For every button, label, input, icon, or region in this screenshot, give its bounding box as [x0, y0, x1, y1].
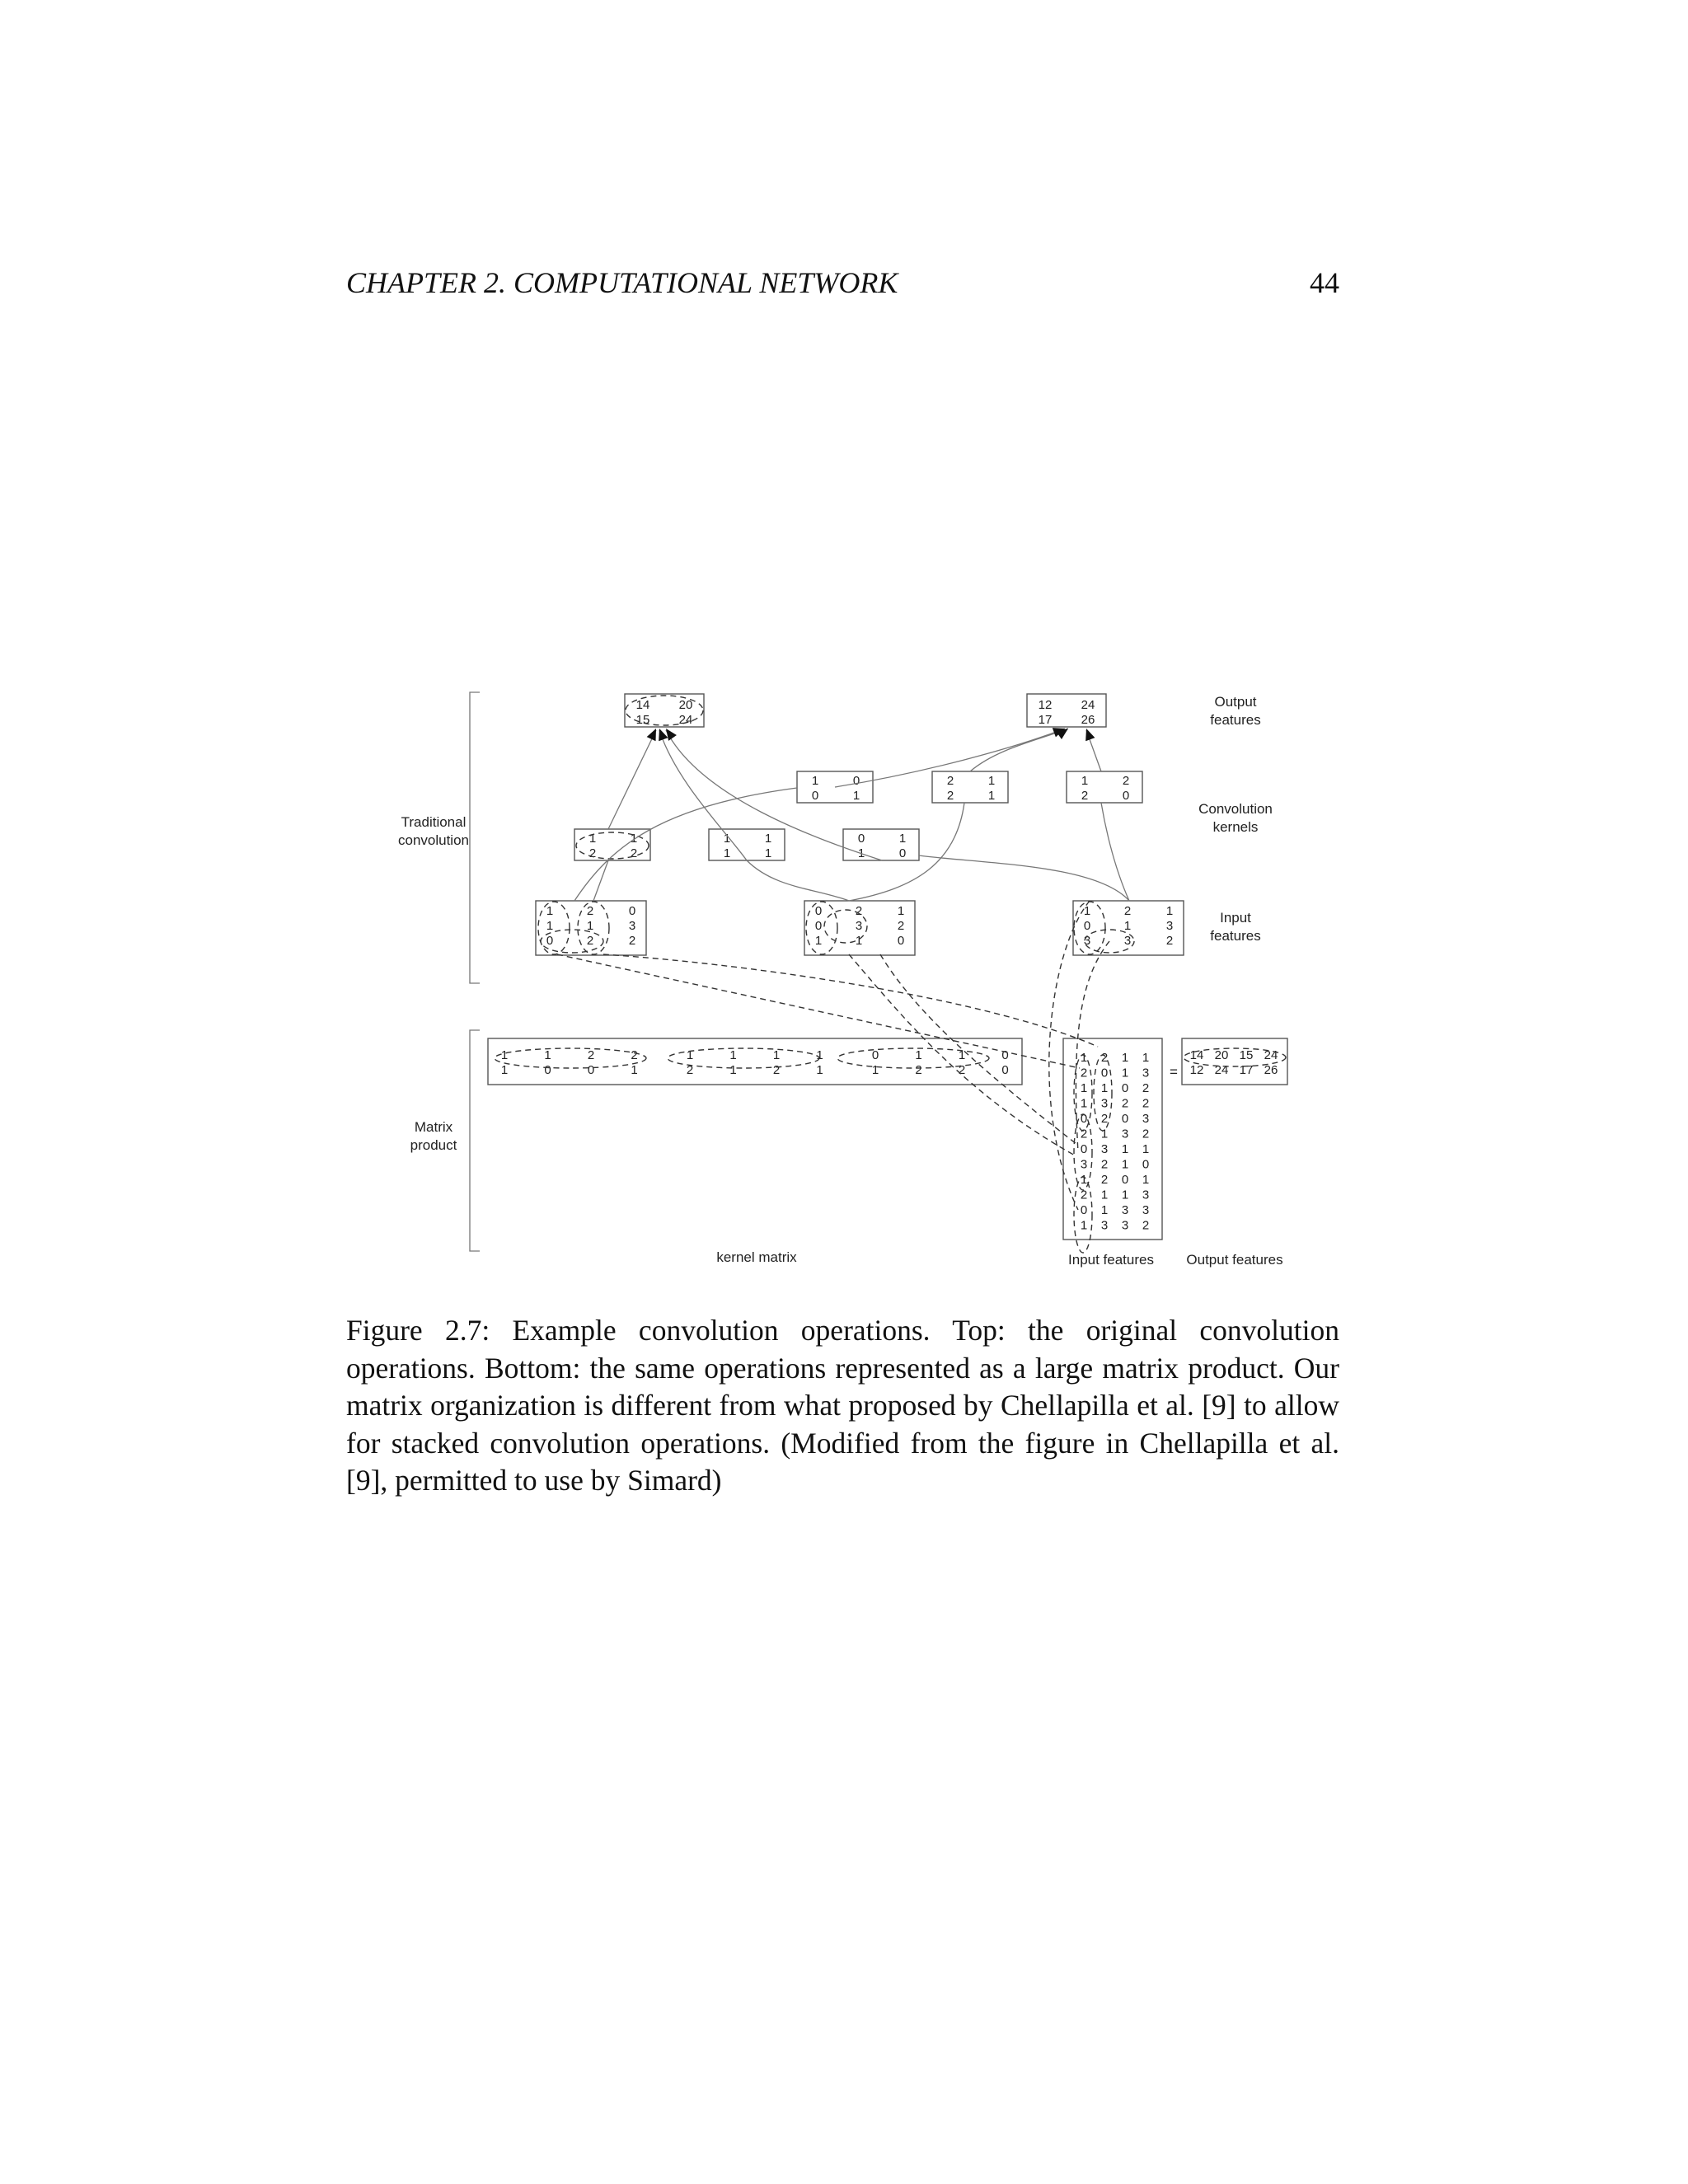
input-matrix-cell: 1: [1121, 1142, 1129, 1156]
kernel-matrix-cell: 1: [772, 1048, 781, 1062]
traditional-label: Traditional: [401, 814, 467, 830]
input-feature-cell: 2: [586, 904, 594, 918]
output-matrix-cell: 24: [1264, 1048, 1278, 1062]
kernel-cell: 1: [857, 846, 865, 860]
input-matrix-cell: 3: [1142, 1112, 1150, 1126]
input-feature-cell: 3: [628, 919, 636, 933]
input-matrix-cell: 2: [1080, 1066, 1088, 1080]
input-matrix-cell: 1: [1100, 1127, 1109, 1141]
convolution-kernels-label: Convolution: [1198, 801, 1273, 817]
kernel-matrix-cell: 2: [958, 1063, 966, 1077]
kernel-matrix-cell: 2: [915, 1063, 922, 1077]
correspondence-dashed-line: [880, 954, 1076, 1144]
kernel-matrix-label: kernel matrix: [716, 1249, 797, 1265]
input-features-label: Input: [1220, 910, 1251, 926]
kernel-cell: 0: [811, 789, 819, 803]
input-matrix-cell: 0: [1080, 1112, 1088, 1126]
kernel-matrix-cell: 1: [500, 1063, 509, 1077]
kernel-cell: 1: [1081, 774, 1089, 788]
input-matrix-cell: 2: [1100, 1112, 1109, 1126]
input-feature-cell: 1: [586, 919, 594, 933]
output-feature-cell: 24: [678, 713, 693, 727]
input-feature-cell: 1: [546, 904, 554, 918]
input-matrix-cell: 0: [1142, 1157, 1150, 1172]
input-matrix-cell: 2: [1100, 1051, 1109, 1065]
output-feature-cell: 14: [635, 698, 650, 712]
kernel-matrix-cell: 1: [816, 1048, 823, 1062]
input-matrix-cell: 2: [1100, 1173, 1109, 1187]
input-matrix-cell: 0: [1100, 1066, 1109, 1080]
input-feature-cell: 1: [897, 904, 905, 918]
input-feature-cell: 0: [1083, 919, 1091, 933]
input-matrix-cell: 2: [1100, 1157, 1109, 1172]
input-feature-cell: 1: [1165, 904, 1174, 918]
input-feature-cell: 1: [855, 934, 863, 948]
input-feature-cell: 3: [1083, 934, 1091, 948]
input-matrix-cell: 1: [1100, 1081, 1109, 1095]
convolution-figure: [387, 682, 1335, 1284]
kernel-matrix-cell: 0: [544, 1063, 551, 1077]
output-features-label: features: [1210, 712, 1261, 728]
output-feature-cell: 24: [1081, 698, 1095, 712]
input-feature-cell: 3: [1123, 934, 1132, 948]
chapter-title: CHAPTER 2. COMPUTATIONAL NETWORK: [346, 266, 898, 299]
output-matrix-cell: 14: [1189, 1048, 1204, 1062]
input-feature-cell: 0: [814, 904, 823, 918]
connection-line: [1101, 803, 1129, 901]
kernel-box: [843, 829, 919, 860]
input-matrix-cell: 3: [1142, 1203, 1150, 1217]
output-features-label: Output: [1214, 694, 1257, 710]
kernel-cell: 1: [723, 832, 731, 846]
input-matrix-cell: 1: [1121, 1188, 1129, 1202]
input-matrix-cell: 3: [1121, 1203, 1129, 1217]
input-matrix-cell: 3: [1121, 1218, 1129, 1233]
input-matrix-cell: 3: [1142, 1188, 1150, 1202]
output-matrix-cell: 20: [1214, 1048, 1229, 1062]
input-feature-cell: 3: [1165, 919, 1174, 933]
kernel-matrix-box: [488, 1038, 1022, 1085]
input-feature-cell: 0: [546, 934, 554, 948]
input-feature-cell: 1: [814, 934, 823, 948]
kernel-row-ellipse: [495, 1048, 646, 1068]
input-feature-cell: 0: [814, 919, 823, 933]
traditional-label: convolution: [397, 832, 470, 848]
output-matrix-cell: 15: [1239, 1048, 1254, 1062]
input-matrix-cell: 2: [1142, 1218, 1150, 1233]
kernel-cell: 1: [764, 846, 772, 860]
connection-line: [919, 855, 1129, 901]
input-matrix-cell: 0: [1121, 1173, 1129, 1187]
input-features-label: features: [1210, 928, 1261, 944]
kernel-matrix-cell: 2: [772, 1063, 781, 1077]
input-feature-cell: 2: [1165, 934, 1174, 948]
kernel-matrix-cell: 1: [958, 1048, 966, 1062]
input-feature-cell: 0: [897, 934, 905, 948]
kernel-cell: 1: [764, 832, 772, 846]
correspondence-dashed-line: [603, 954, 1098, 1047]
input-feature-cell: 2: [855, 904, 863, 918]
kernel-box: [932, 771, 1008, 803]
kernel-cell: 1: [987, 789, 996, 803]
input-matrix-cell: 2: [1080, 1127, 1088, 1141]
kernel-cell: 0: [857, 832, 865, 846]
arrowhead: [1085, 729, 1095, 741]
kernel-matrix-cell: 1: [915, 1048, 922, 1062]
kernel-cell: 1: [898, 832, 907, 846]
input-feature-cell: 2: [628, 934, 636, 948]
input-matrix-cell: 2: [1142, 1127, 1150, 1141]
connection-line: [666, 730, 882, 860]
matrix-label: Matrix: [414, 1119, 453, 1135]
kernel-cell: 2: [1122, 774, 1130, 788]
output-matrix-cell: 12: [1189, 1063, 1204, 1077]
kernel-cell: 1: [723, 846, 731, 860]
kernel-cell: 2: [1081, 789, 1089, 803]
kernel-cell: 2: [946, 774, 954, 788]
input-matrix-cell: 1: [1100, 1203, 1109, 1217]
kernel-cell: 0: [898, 846, 907, 860]
convolution-kernels-label: kernels: [1212, 819, 1259, 835]
output-feature-cell: 12: [1038, 698, 1053, 712]
input-feature-cell: 1: [1083, 904, 1091, 918]
kernel-matrix-cell: 0: [871, 1048, 879, 1062]
input-features-matrix-label: Input features: [1068, 1252, 1154, 1268]
kernel-matrix-cell: 1: [686, 1048, 694, 1062]
input-feature-cell: 2: [1123, 904, 1132, 918]
kernel-cell: 2: [588, 846, 597, 860]
connection-line: [574, 788, 797, 901]
connection-line: [849, 803, 964, 901]
input-matrix-cell: 1: [1121, 1066, 1129, 1080]
output-feature-cell: 20: [678, 698, 693, 712]
kernel-cell: 2: [946, 789, 954, 803]
kernel-cell: 1: [987, 774, 996, 788]
output-matrix-cell: 17: [1239, 1063, 1254, 1077]
kernel-matrix-cell: 1: [544, 1048, 551, 1062]
input-matrix-cell: 1: [1080, 1218, 1088, 1233]
input-patch-ellipse: [538, 902, 570, 954]
input-matrix-cell: 3: [1100, 1096, 1109, 1111]
input-matrix-cell: 1: [1080, 1173, 1088, 1187]
connection-line: [970, 729, 1068, 771]
input-matrix-cell: 1: [1142, 1051, 1150, 1065]
connection-line: [659, 730, 747, 860]
kernel-box: [1067, 771, 1142, 803]
input-matrix-cell: 1: [1142, 1142, 1150, 1156]
input-matrix-cell: 3: [1100, 1218, 1109, 1233]
kernel-matrix-cell: 2: [631, 1048, 638, 1062]
input-matrix-cell: 0: [1121, 1112, 1129, 1126]
kernel-matrix-cell: 0: [1001, 1048, 1009, 1062]
input-matrix-cell: 1: [1080, 1081, 1088, 1095]
input-matrix-cell: 3: [1121, 1127, 1129, 1141]
kernel-matrix-cell: 1: [729, 1063, 737, 1077]
input-feature-cell: 3: [855, 919, 863, 933]
kernel-matrix-cell: 1: [631, 1063, 638, 1077]
input-matrix-cell: 2: [1080, 1188, 1088, 1202]
matrix-label: product: [410, 1137, 457, 1153]
input-matrix-cell: 0: [1080, 1203, 1088, 1217]
input-feature-cell: 1: [546, 919, 554, 933]
input-matrix-cell: 1: [1080, 1096, 1088, 1111]
figure-canvas: [387, 682, 1335, 1284]
output-matrix-cell: 24: [1214, 1063, 1229, 1077]
page-number: 44: [1310, 266, 1339, 299]
input-matrix-cell: 0: [1121, 1081, 1129, 1095]
page-header: [346, 265, 1339, 312]
kernel-row-ellipse: [837, 1048, 989, 1068]
input-matrix-cell: 3: [1080, 1157, 1088, 1172]
input-matrix-cell: 3: [1100, 1142, 1109, 1156]
input-feature-cell: 1: [1123, 919, 1132, 933]
output-features-matrix-label: Output features: [1186, 1252, 1283, 1268]
input-feature-cell: 2: [586, 934, 594, 948]
kernel-cell: 2: [630, 846, 638, 860]
input-matrix-cell: 0: [1080, 1142, 1088, 1156]
kernel-cell: 1: [630, 832, 638, 846]
output-matrix-cell: 26: [1264, 1063, 1278, 1077]
input-matrix-cell: 2: [1121, 1096, 1129, 1111]
kernel-matrix-cell: 0: [1001, 1063, 1009, 1077]
kernel-matrix-cell: 0: [587, 1063, 595, 1077]
kernel-box: [709, 829, 785, 860]
output-feature-cell: 15: [635, 713, 650, 727]
kernel-matrix-cell: 2: [587, 1048, 595, 1062]
connection-line: [608, 730, 656, 829]
kernel-matrix-cell: 1: [871, 1063, 879, 1077]
connection-line: [747, 860, 849, 901]
kernel-cell: 1: [811, 774, 819, 788]
kernel-cell: 0: [1122, 789, 1130, 803]
kernel-matrix-cell: 1: [500, 1048, 509, 1062]
input-matrix-cell: 2: [1142, 1081, 1150, 1095]
output-feature-cell: 26: [1081, 713, 1095, 727]
input-matrix-cell: 1: [1080, 1051, 1088, 1065]
input-matrix-cell: 1: [1100, 1188, 1109, 1202]
input-matrix-cell: 3: [1142, 1066, 1150, 1080]
kernel-cell: 1: [588, 832, 597, 846]
kernel-cell: 0: [852, 774, 860, 788]
figure-caption: Figure 2.7: Example convolution operations. Top: the original convolution operations. Bottom: the same operations represented as a large matrix product. Our matrix organization is different from what proposed by Chellapilla et al. [9] to allow for stacked convolution operations. (Modified from the figure in Chellapilla et al. [9], permitted to use by Simard): [346, 1314, 1339, 1497]
input-matrix-cell: 1: [1121, 1157, 1129, 1172]
traditional-bracket: [470, 692, 480, 983]
input-feature-cell: 0: [628, 904, 636, 918]
matrix-bracket: [470, 1030, 480, 1251]
input-matrix-cell: 1: [1121, 1051, 1129, 1065]
input-matrix-cell: 2: [1142, 1096, 1150, 1111]
equals-sign: =: [1170, 1064, 1178, 1080]
output-feature-cell: 17: [1038, 713, 1053, 727]
kernel-matrix-cell: 1: [816, 1063, 823, 1077]
kernel-matrix-cell: 1: [729, 1048, 737, 1062]
input-feature-cell: 2: [897, 919, 905, 933]
kernel-matrix-cell: 2: [686, 1063, 694, 1077]
input-matrix-cell: 1: [1142, 1173, 1150, 1187]
kernel-cell: 1: [852, 789, 860, 803]
